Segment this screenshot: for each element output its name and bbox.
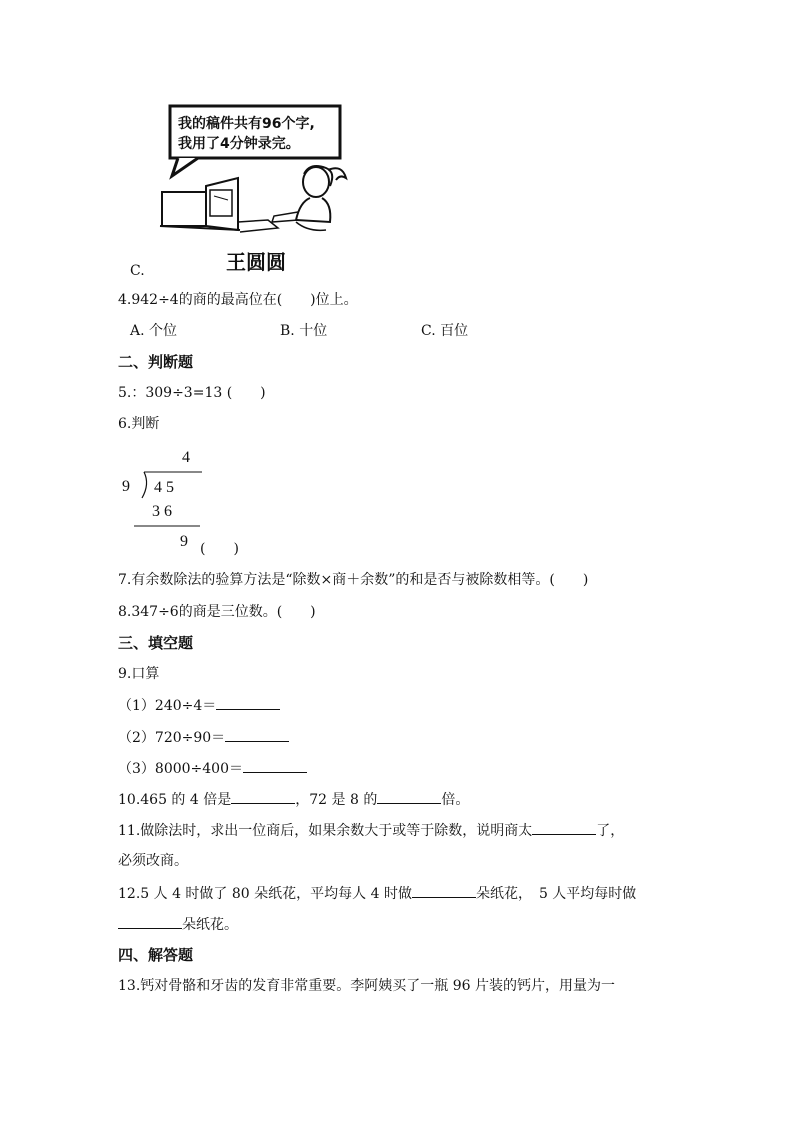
q12 xyxy=(118,883,636,904)
q9-item-2 xyxy=(118,727,289,748)
q12-part-3: 朵纸花。 xyxy=(182,917,238,933)
q9-item-2-text: （2）720÷90＝ xyxy=(118,730,226,746)
q11-part-1: 11.做除法时，求出一位商后，如果余数大于或等于除数，说明商太 xyxy=(118,823,533,839)
q13: 13.钙对骨骼和牙齿的发育非常重要。李阿姨买了一瓶 96 片装的钙片，用量为一 xyxy=(118,978,615,994)
q12-line-2 xyxy=(118,914,238,935)
q12-part-2: 朵纸花， 5 人平均每时做 xyxy=(475,886,637,902)
q12-part-1: 12.5 人 4 时做了 80 朵纸花，平均每人 4 时做 xyxy=(118,886,412,902)
answer-blank[interactable] xyxy=(118,914,182,929)
answer-blank[interactable] xyxy=(216,695,280,710)
q9-item-1-text: （1）240÷4＝ xyxy=(118,698,217,714)
section-heading-judgement: 二、判断题 xyxy=(118,353,194,371)
character-name: 王圆圆 xyxy=(226,250,286,274)
q5: 5.：309÷3=13 ( ) xyxy=(118,385,266,401)
section-heading-fill-blank: 三、填空题 xyxy=(118,634,194,652)
q7: 7.有余数除法的验算方法是“除数×商＋余数”的和是否与被除数相等。( ) xyxy=(118,572,589,588)
answer-blank[interactable] xyxy=(412,883,476,898)
q11-line-2: 必须改商。 xyxy=(118,853,188,869)
bubble-line-1: 我的稿件共有96个字, xyxy=(178,116,315,132)
division-dividend: 4 5 xyxy=(154,479,174,496)
q11 xyxy=(118,820,624,841)
q9-label: 9.口算 xyxy=(118,666,160,682)
answer-blank[interactable] xyxy=(243,758,307,773)
division-divisor: 9 xyxy=(122,478,130,495)
long-division xyxy=(118,446,258,558)
q10 xyxy=(118,789,469,810)
q3-option-c: C. xyxy=(130,263,145,279)
section-heading-problem-solving: 四、解答题 xyxy=(118,946,194,964)
computer-icon xyxy=(160,178,278,232)
answer-blank[interactable] xyxy=(532,820,596,835)
illustration xyxy=(150,104,350,274)
q10-part-1: 10.465 的 4 倍是 xyxy=(118,792,232,808)
answer-blank[interactable] xyxy=(377,789,441,804)
q10-part-3: 倍。 xyxy=(441,792,470,808)
answer-blank[interactable] xyxy=(225,727,289,742)
q8: 8.347÷6的商是三位数。( ) xyxy=(118,604,316,620)
division-remainder: 9 xyxy=(180,533,188,550)
q9-item-1 xyxy=(118,695,280,716)
division-product: 3 6 xyxy=(152,503,172,520)
answer-blank[interactable] xyxy=(231,789,295,804)
q4-stem: 4.942÷4的商的最高位在( )位上。 xyxy=(118,292,358,308)
q6-answer-paren: ( ) xyxy=(200,541,239,557)
q4-option-a: A. 个位 xyxy=(130,323,178,339)
q6-label: 6.判断 xyxy=(118,416,160,432)
q9-item-3-text: （3）8000÷400＝ xyxy=(118,761,243,777)
q10-part-2: ，72 是 8 的 xyxy=(295,792,378,808)
bubble-line-2: 我用了4分钟录完。 xyxy=(178,136,300,152)
q4-option-c: C. 百位 xyxy=(421,323,469,339)
q9-item-3 xyxy=(118,758,307,779)
division-quotient: 4 xyxy=(182,449,190,466)
girl-figure xyxy=(272,166,346,230)
q4-option-b: B. 十位 xyxy=(280,323,328,339)
q11-part-2: 了， xyxy=(596,823,625,839)
